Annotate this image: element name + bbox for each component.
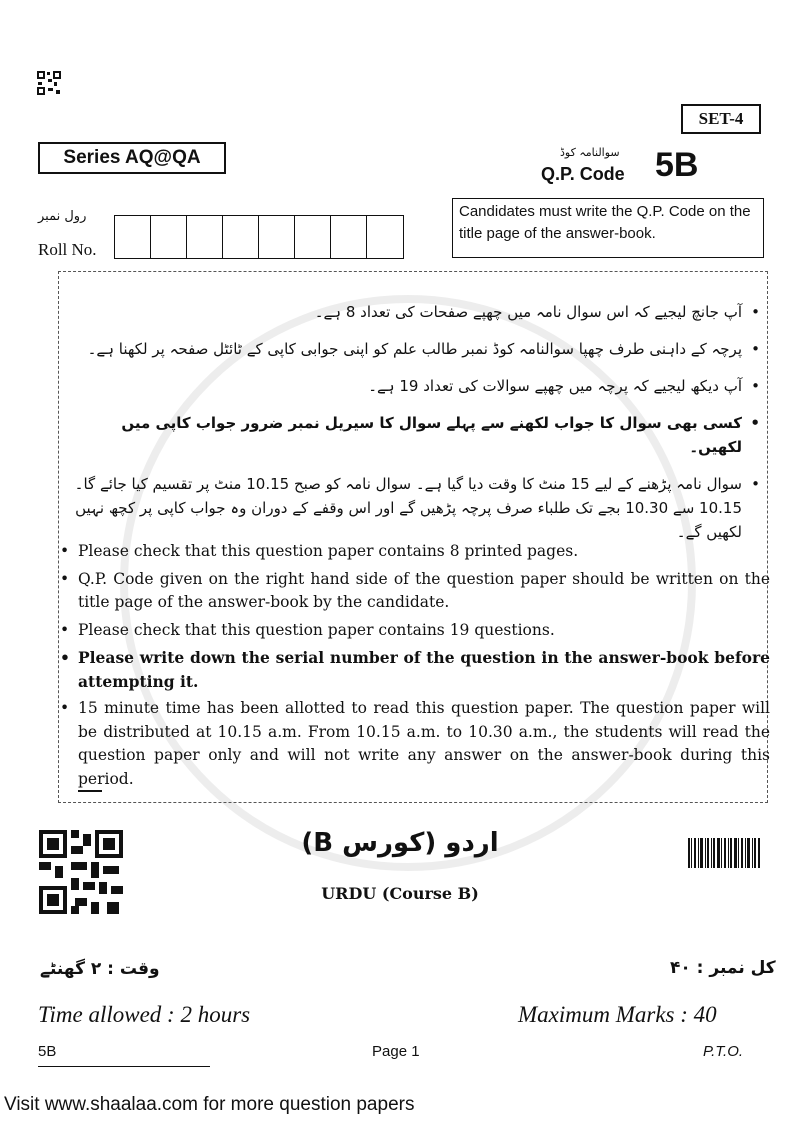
maximum-marks: Maximum Marks : 40 xyxy=(518,1002,717,1027)
footer-code: 5B xyxy=(38,1043,57,1060)
roll-box xyxy=(259,216,295,258)
list-item: • Please write down the serial number of the question in the answer-book before attempting it. xyxy=(58,646,770,693)
roll-no-boxes xyxy=(114,215,404,259)
roll-box xyxy=(115,216,151,258)
series-label: Series AQ@QA xyxy=(38,142,226,174)
roll-box xyxy=(295,216,331,258)
roll-box xyxy=(223,216,259,258)
list-item: • آپ دیکھ لیجیے کہ پرچہ میں چھپے سوالات کی تعداد 19 ہے۔ xyxy=(70,374,760,398)
divider xyxy=(78,790,102,792)
qp-code-urdu-label: سوالنامہ کوڈ xyxy=(560,146,620,159)
roll-no-label: Roll No. xyxy=(38,240,97,259)
time-allowed: Time allowed : 2 hours xyxy=(38,1002,251,1027)
subject-english: URDU (Course B) xyxy=(321,884,479,903)
qp-code-label: Q.P. Code xyxy=(541,164,625,184)
list-item: • Please check that this question paper contains 8 printed pages. xyxy=(58,540,770,564)
urdu-instructions xyxy=(70,300,760,557)
list-item: • Please check that this question paper contains 19 questions. xyxy=(58,619,770,643)
english-instructions xyxy=(58,540,770,795)
set-label: SET-4 xyxy=(681,104,761,134)
roll-box xyxy=(367,216,403,258)
barcode-icon xyxy=(688,838,760,868)
roll-box xyxy=(187,216,223,258)
visit-link[interactable]: Visit www.shaalaa.com for more question papers xyxy=(4,1094,415,1115)
list-item: • Q.P. Code given on the right hand side of the question paper should be written on the title page of the answer-book by the candidate. xyxy=(58,568,770,615)
list-item: • آپ جانچ لیجیے کہ اس سوال نامہ میں چھپے صفحات کی تعداد 8 ہے۔ xyxy=(70,300,760,324)
maximum-marks-urdu: کل نمبر : ۴۰ xyxy=(670,958,776,978)
roll-box xyxy=(331,216,367,258)
list-item: • 15 minute time has been allotted to read this question paper. The question paper will be distributed at 10.15 a.m. From 10.15 a.m. to 10.30 a.m., the students will read the question paper only and will not write any answer on the answer-book during this period. xyxy=(58,697,770,791)
list-item: • سوال نامہ پڑھنے کے لیے 15 منٹ کا وقت دیا گیا ہے۔ سوال نامہ کو صبح 10.15 منٹ پر تقسیم کیا جائے گا۔ 10.15 سے 10.30 بجے تک طلباء صرف پرچہ پڑھیں گے اور اس وقفے کے دوران وہ جواب کاپی پر کچھ نہیں لکھیں گے۔ xyxy=(70,472,760,544)
list-item: • کسی بھی سوال کا جواب لکھنے سے پہلے سوال کا سیریل نمبر ضرور جواب کاپی میں لکھیں۔ xyxy=(70,411,760,459)
pto-label: P.T.O. xyxy=(703,1043,744,1060)
footer-divider xyxy=(38,1066,210,1067)
qp-code-note: Candidates must write the Q.P. Code on the title page of the answer-book. xyxy=(452,198,764,258)
roll-box xyxy=(151,216,187,258)
qr-code-small-icon xyxy=(36,70,62,96)
qp-code-value: 5B xyxy=(655,146,699,184)
roll-no-urdu-label: رول نمبر xyxy=(38,209,87,224)
qr-code-icon xyxy=(39,830,123,914)
subject-urdu: اردو (کورس B) xyxy=(301,828,499,858)
time-allowed-urdu: وقت : ۲ گھنٹے xyxy=(40,959,160,979)
list-item: • پرچہ کے داہنی طرف چھپا سوالنامہ کوڈ نمبر طالب علم کو اپنی جوابی کاپی کے ٹائٹل صفحہ پر لکھنا ہے۔ xyxy=(70,337,760,361)
page-number: Page 1 xyxy=(372,1043,420,1060)
